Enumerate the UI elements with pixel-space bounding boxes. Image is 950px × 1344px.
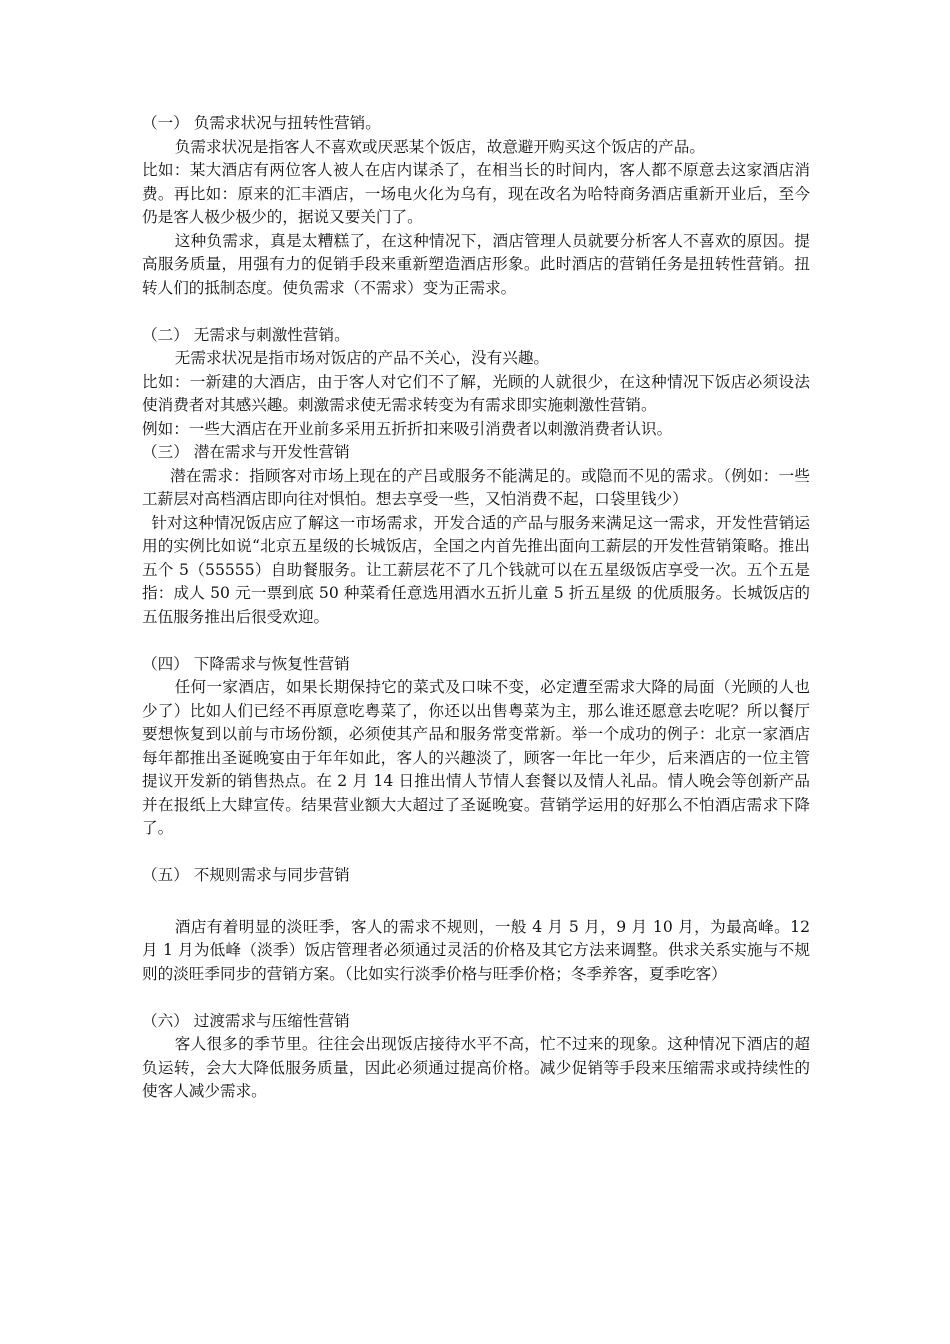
paragraph: 比如：一新建的大酒店，由于客人对它们不了解，光顾的人就很少，在这种情况下饭店必须设法使消费者对其感兴趣。刺激需求使无需求转变为有需求即实施刺激性营销。 — [142, 372, 810, 414]
paragraph: 负需求状况是指客人不喜欢或厌恶某个饭店，故意避开购买这个饭店的产品。 — [174, 137, 705, 156]
section-heading: （三） 潜在需求与开发性营销 — [142, 443, 350, 461]
spacer — [142, 986, 810, 1010]
document-body — [142, 112, 810, 1104]
section-heading: （六） 过渡需求与压缩性营销 — [142, 1011, 350, 1030]
paragraph: 无需求状况是指市场对饭店的产品不关心，没有兴趣。 — [174, 349, 550, 367]
paragraph: 例如：一些大酒店在开业前多采用五折折扣来吸引消费者以刺激消费者认识。 — [142, 419, 673, 438]
section-heading: （四） 下降需求与恢复性营销 — [142, 654, 350, 673]
paragraph: 针对这种情况饭店应了解这一市场需求，开发合适的产品与服务来满足这一需求，开发性营销运用的实例比如说“北京五星级的长城饭店，全国之内首先推出面向工薪层的开发性营销策略。推出五个 5（55555）自助餐服务。让工薪层花不了几个钱就可以在五星级饭店享受一次。五个五是指：成人 50 元一票到底 50 种菜肴任意选用酒水五折儿童 5 折五星级 的优质服务。长城饭店的五伍服务推出后很受欢迎。 — [142, 513, 810, 626]
section-heading: （五） 不规则需求与同步营销 — [142, 866, 350, 884]
paragraph: 潜在需求：指顾客对市场上现在的产吕或服务不能满足的。或隐而不见的需求。（例如：一些工薪层对高档酒店即向往对惧怕。想去享受一些，又怕消费不起，口袋里钱少） — [142, 466, 810, 508]
paragraph: 比如：某大酒店有两位客人被人在店内谋杀了，在相当长的时间内，客人都不原意去这家酒店消费。再比如：原来的汇丰酒店，一场电火化为乌有，现在改名为哈特商务酒店重新开业后，至今仍是客人极少极少的，据说又要关门了。 — [142, 161, 810, 226]
spacer — [142, 888, 810, 916]
paragraph: 这种负需求，真是太糟糕了，在这种情况下，酒店管理人员就要分析客人不喜欢的原因。提高服务质量，用强有力的促销手段来重新塑造酒店形象。此时酒店的营销任务是扭转性营销。扭转人们的抵制态度。使负需求（不需求）变为正需求。 — [142, 231, 810, 297]
paragraph: 酒店有着明显的淡旺季，客人的需求不规则，一般 4 月 5 月，9 月 10 月，为最高峰。12 月 1 月为低峰（淡季）饭店管理者必须通过灵活的价格及其它方法来调整。供求关系实施与不规则的淡旺季同步的营销方案。（比如实行淡季价格与旺季价格；冬季养客，夏季吃客） — [142, 917, 810, 983]
spacer — [142, 300, 810, 324]
paragraph: 任何一家酒店，如果长期保持它的菜式及口味不变，必定遭至需求大降的局面（光顾的人也少了）比如人们已经不再原意吃粤菜了，你还以出售粤菜为主，那么谁还愿意去吃呢？所以餐厅要想恢复到以前与市场份额，必须使其产品和服务常变常新。举一个成功的例子：北京一家酒店每年都推出圣诞晚宴由于年年如此，客人的兴趣淡了，顾客一年比一年少，后来酒店的一位主管提议开发新的销售热点。在 2 月 14 日推出情人节情人套餐以及情人礼品。情人晚会等创新产品并在报纸上大肆宣传。结果营业额大大超过了圣诞晚宴。营销学运用的好那么不怕酒店需求下降了。 — [142, 678, 810, 837]
section-heading: （二） 无需求与刺激性营销。 — [142, 325, 350, 344]
spacer — [142, 629, 810, 653]
section-heading: （一） 负需求状况与扭转性营销。 — [142, 114, 381, 132]
paragraph: 客人很多的季节里。往往会出现饭店接待水平不高，忙不过来的现象。这种情况下酒店的超负运转，会大大降低服务质量，因此必须通过提高价格。减少促销等手段来压缩需求或持续性的使客人减少需求。 — [142, 1035, 810, 1100]
spacer — [142, 841, 810, 865]
